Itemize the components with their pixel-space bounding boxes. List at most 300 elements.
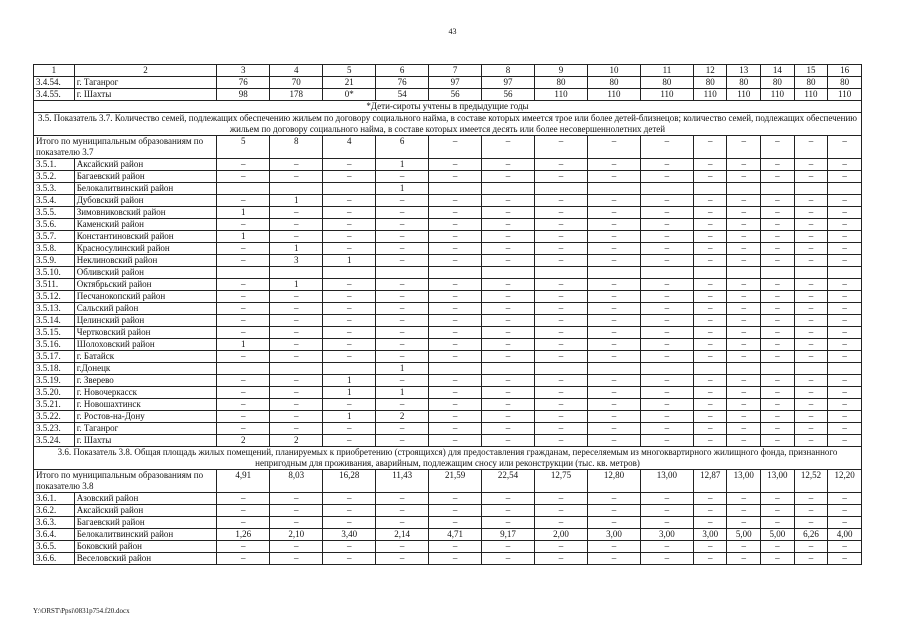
row-value: 1 (376, 183, 429, 195)
row-value: – (794, 375, 828, 387)
total-value: – (587, 136, 640, 159)
table-row (34, 171, 862, 183)
total-value: 16,28 (323, 470, 376, 493)
row-value: – (482, 171, 535, 183)
row-value: – (693, 327, 727, 339)
row-value: – (429, 387, 482, 399)
row-value: – (535, 243, 588, 255)
row-value (640, 183, 693, 195)
row-code: 3.5.24. (34, 435, 75, 447)
row-value (535, 363, 588, 375)
row-value: – (693, 291, 727, 303)
row-value: – (761, 517, 795, 529)
total-value: 12,80 (587, 470, 640, 493)
row-name: Красносулинский район (74, 243, 217, 255)
row-value: – (587, 387, 640, 399)
row-value: – (217, 411, 270, 423)
column-number: 12 (693, 65, 727, 77)
row-value: – (482, 399, 535, 411)
total-value: 5 (217, 136, 270, 159)
row-value: – (270, 517, 323, 529)
row-value: – (794, 315, 828, 327)
row-value: – (727, 315, 761, 327)
row-name: г. Новошахтинск (74, 399, 217, 411)
row-value (828, 363, 862, 375)
row-value: – (727, 553, 761, 565)
row-value: 80 (693, 77, 727, 89)
row-value: – (429, 207, 482, 219)
table-row (34, 423, 862, 435)
row-value: 97 (482, 77, 535, 89)
total-value: 4 (323, 136, 376, 159)
row-value: 1,26 (217, 529, 270, 541)
row-value: – (693, 255, 727, 267)
row-value: – (727, 279, 761, 291)
row-value: – (828, 339, 862, 351)
row-value: – (761, 399, 795, 411)
row-value: – (828, 255, 862, 267)
row-value: – (535, 399, 588, 411)
row-value: – (794, 291, 828, 303)
row-value (761, 183, 795, 195)
row-value: – (429, 411, 482, 423)
section-3-8-title-text: 3.6. Показатель 3.8. Общая площадь жилых помещений, планируемых к приобретению (строящихся) для предоставления гражданам, переселяемым из многоквартирного жилищного фонда, признанного непригодным для проживания, аварийным, подлежащим сносу или реконструкции (тыс. кв. метров) (34, 447, 862, 470)
table-row (34, 267, 862, 279)
row-value: – (640, 231, 693, 243)
row-value: – (693, 207, 727, 219)
row-value: – (587, 505, 640, 517)
row-value: – (376, 423, 429, 435)
row-code: 3.5.12. (34, 291, 75, 303)
row-value (761, 363, 795, 375)
row-value: – (794, 553, 828, 565)
row-name: Октябрьский район (74, 279, 217, 291)
row-code: 3.5.19. (34, 375, 75, 387)
row-value: 76 (376, 77, 429, 89)
row-value: – (429, 303, 482, 315)
row-value: – (828, 435, 862, 447)
table-row (34, 291, 862, 303)
row-value: – (640, 399, 693, 411)
row-value: – (376, 553, 429, 565)
row-value (640, 363, 693, 375)
row-value: – (482, 255, 535, 267)
row-name: г. Шахты (74, 89, 217, 101)
row-value: – (761, 315, 795, 327)
row-value: – (482, 411, 535, 423)
row-code: 3.5.16. (34, 339, 75, 351)
section-3-8-title (34, 447, 862, 470)
row-value: – (535, 207, 588, 219)
row-value: – (323, 159, 376, 171)
row-name: Веселовский район (74, 553, 217, 565)
row-value: – (794, 231, 828, 243)
row-value: – (727, 399, 761, 411)
row-value: – (794, 327, 828, 339)
row-value: – (217, 303, 270, 315)
row-value: – (640, 387, 693, 399)
total-value: – (640, 136, 693, 159)
row-value: – (794, 303, 828, 315)
row-code: 3.5.1. (34, 159, 75, 171)
section-3-7-title (34, 113, 862, 136)
row-value: – (587, 243, 640, 255)
section-3-7-title-text: 3.5. Показатель 3.7. Количество семей, подлежащих обеспечению жильем по договору социального найма, в составе которых имеется трое или более детей-близнецов; количество семей, подлежащих обеспечению жильем по договору социального найма, в составе которых имеется десять или более несовершеннолетних детей (34, 113, 862, 136)
row-value: 1 (323, 375, 376, 387)
row-value (270, 363, 323, 375)
row-value: – (640, 435, 693, 447)
row-value: – (217, 387, 270, 399)
row-name: Песчанокопский район (74, 291, 217, 303)
table-row (34, 255, 862, 267)
row-value: – (270, 493, 323, 505)
row-value (323, 267, 376, 279)
row-value: 80 (794, 77, 828, 89)
row-value: – (761, 375, 795, 387)
table-row (34, 303, 862, 315)
row-code: 3.5.2. (34, 171, 75, 183)
row-value: – (693, 517, 727, 529)
row-value: – (727, 255, 761, 267)
row-value: – (270, 315, 323, 327)
row-value: – (376, 291, 429, 303)
row-value: – (761, 553, 795, 565)
row-value: – (794, 435, 828, 447)
row-value: 3 (270, 255, 323, 267)
row-value (794, 267, 828, 279)
row-code: 3.6.1. (34, 493, 75, 505)
row-value: – (217, 315, 270, 327)
row-value: – (587, 423, 640, 435)
row-value: – (794, 423, 828, 435)
row-value: – (270, 207, 323, 219)
row-name: Сальский район (74, 303, 217, 315)
row-value: – (794, 159, 828, 171)
row-value: – (828, 411, 862, 423)
row-value: 80 (535, 77, 588, 89)
row-value: – (640, 207, 693, 219)
row-value: – (727, 541, 761, 553)
row-name: Боковский район (74, 541, 217, 553)
row-value: – (376, 375, 429, 387)
row-value: – (429, 351, 482, 363)
row-value (794, 183, 828, 195)
row-name: Аксайский район (74, 159, 217, 171)
row-value (270, 183, 323, 195)
row-value: – (482, 279, 535, 291)
row-value: – (693, 159, 727, 171)
row-value: – (828, 423, 862, 435)
row-value: 1 (270, 243, 323, 255)
row-value: 1 (376, 159, 429, 171)
row-value: – (323, 505, 376, 517)
row-value: – (270, 291, 323, 303)
row-value: – (376, 399, 429, 411)
row-value: – (535, 219, 588, 231)
row-value: – (323, 339, 376, 351)
row-value: – (761, 219, 795, 231)
row-code: 3.5.23. (34, 423, 75, 435)
row-value: – (828, 159, 862, 171)
column-number: 14 (761, 65, 795, 77)
row-value: – (217, 159, 270, 171)
row-value: – (270, 505, 323, 517)
row-value: 56 (429, 89, 482, 101)
row-value: – (727, 207, 761, 219)
row-value (217, 363, 270, 375)
row-name: Белокалитвинский район (74, 183, 217, 195)
row-value: – (429, 219, 482, 231)
row-value: – (376, 255, 429, 267)
row-value: – (376, 207, 429, 219)
row-value (535, 267, 588, 279)
row-name: г.Донецк (74, 363, 217, 375)
row-value: – (761, 411, 795, 423)
row-value: – (535, 387, 588, 399)
row-value: – (693, 171, 727, 183)
row-value: – (587, 171, 640, 183)
table-row (34, 363, 862, 375)
row-value: – (376, 243, 429, 255)
row-value: – (587, 303, 640, 315)
row-value: – (429, 195, 482, 207)
row-value: – (323, 553, 376, 565)
row-value: – (535, 435, 588, 447)
row-value: – (535, 411, 588, 423)
table-row (34, 517, 862, 529)
row-code: 3.5.18. (34, 363, 75, 375)
row-value: – (376, 303, 429, 315)
row-value: – (640, 375, 693, 387)
row-value: – (323, 171, 376, 183)
row-value: – (640, 195, 693, 207)
row-value: – (727, 327, 761, 339)
row-value (587, 363, 640, 375)
row-value: 1 (376, 363, 429, 375)
note-text: *Дети-сироты учтены в предыдущие годы (34, 101, 862, 113)
total-value: 12,75 (535, 470, 588, 493)
table-row (34, 375, 862, 387)
row-code: 3.511. (34, 279, 75, 291)
row-code: 3.5.10. (34, 267, 75, 279)
row-value: – (376, 219, 429, 231)
row-value: – (429, 553, 482, 565)
column-numbers-row (34, 65, 862, 77)
row-value: – (429, 171, 482, 183)
row-code: 3.5.4. (34, 195, 75, 207)
row-value: 80 (640, 77, 693, 89)
page-number: 43 (448, 27, 457, 36)
row-value: – (535, 505, 588, 517)
row-name: Багаевский район (74, 171, 217, 183)
total-value: 21,59 (429, 470, 482, 493)
row-value: – (794, 399, 828, 411)
row-value: – (323, 399, 376, 411)
row-value: – (761, 291, 795, 303)
row-value (482, 183, 535, 195)
row-value: – (535, 231, 588, 243)
row-value: – (323, 291, 376, 303)
row-value: – (270, 541, 323, 553)
row-value: – (828, 327, 862, 339)
row-value: 5,00 (761, 529, 795, 541)
row-code: 3.5.6. (34, 219, 75, 231)
file-path-footer: Y:\ORST\Ppsi\0831p754.f20.docx (33, 607, 130, 615)
row-value: – (217, 171, 270, 183)
row-value: – (727, 159, 761, 171)
row-value: – (323, 541, 376, 553)
row-value: 76 (217, 77, 270, 89)
row-value: – (217, 541, 270, 553)
total-value: 4,91 (217, 470, 270, 493)
row-value: – (429, 159, 482, 171)
row-value: – (270, 231, 323, 243)
row-value: – (828, 505, 862, 517)
row-value: – (794, 351, 828, 363)
row-value: 2,10 (270, 529, 323, 541)
row-value: – (727, 505, 761, 517)
row-name: Константиновский район (74, 231, 217, 243)
row-value: – (323, 195, 376, 207)
row-value: – (693, 219, 727, 231)
row-name: Багаевский район (74, 517, 217, 529)
row-name: Белокалитвинский район (74, 529, 217, 541)
row-value (693, 363, 727, 375)
row-name: Каменский район (74, 219, 217, 231)
row-name: г. Таганрог (74, 77, 217, 89)
row-value (794, 363, 828, 375)
row-value: – (640, 279, 693, 291)
row-value: 2,00 (535, 529, 588, 541)
row-value: – (535, 423, 588, 435)
row-value: – (794, 387, 828, 399)
row-value: – (587, 279, 640, 291)
column-number: 10 (587, 65, 640, 77)
row-value (217, 267, 270, 279)
table-row (34, 351, 862, 363)
table-row (34, 195, 862, 207)
row-value: 21 (323, 77, 376, 89)
row-value: – (727, 387, 761, 399)
row-value (429, 267, 482, 279)
row-value: – (693, 541, 727, 553)
row-value: – (535, 327, 588, 339)
row-value: – (587, 493, 640, 505)
row-value: – (587, 255, 640, 267)
row-value: – (376, 327, 429, 339)
row-value: – (429, 327, 482, 339)
row-value: – (828, 493, 862, 505)
row-value: – (587, 411, 640, 423)
column-number: 8 (482, 65, 535, 77)
row-value (270, 267, 323, 279)
table-row (34, 553, 862, 565)
row-value: – (761, 303, 795, 315)
row-value: 1 (217, 207, 270, 219)
row-name: Дубовский район (74, 195, 217, 207)
row-value (429, 183, 482, 195)
row-value: – (217, 327, 270, 339)
total-value: 12,87 (693, 470, 727, 493)
row-value: – (323, 517, 376, 529)
row-code: 3.5.7. (34, 231, 75, 243)
row-value: 9,17 (482, 529, 535, 541)
row-value: – (640, 423, 693, 435)
row-value: – (727, 303, 761, 315)
row-value: – (535, 553, 588, 565)
row-value: – (217, 375, 270, 387)
row-code: 3.5.8. (34, 243, 75, 255)
table-row (34, 339, 862, 351)
row-value: – (535, 339, 588, 351)
row-code: 3.5.5. (34, 207, 75, 219)
total-value: 8,03 (270, 470, 323, 493)
row-value: – (761, 423, 795, 435)
row-value: – (828, 553, 862, 565)
row-value (217, 183, 270, 195)
column-number: 11 (640, 65, 693, 77)
row-value: – (323, 327, 376, 339)
row-value: – (587, 541, 640, 553)
row-value: – (535, 517, 588, 529)
row-value: – (482, 351, 535, 363)
column-number: 7 (429, 65, 482, 77)
row-value: 1 (323, 387, 376, 399)
row-value (640, 267, 693, 279)
row-value: – (270, 423, 323, 435)
row-value (828, 183, 862, 195)
row-value: 1 (217, 339, 270, 351)
row-name: г. Новочеркасск (74, 387, 217, 399)
row-value: 80 (828, 77, 862, 89)
row-name: Аксайский район (74, 505, 217, 517)
row-value: – (587, 195, 640, 207)
row-name: Азовский район (74, 493, 217, 505)
row-code: 3.5.9. (34, 255, 75, 267)
row-value: – (535, 315, 588, 327)
row-value: – (429, 231, 482, 243)
row-value: – (323, 219, 376, 231)
total-value: 12,20 (828, 470, 862, 493)
row-value: – (761, 159, 795, 171)
row-value: – (640, 291, 693, 303)
row-value (828, 267, 862, 279)
row-value: – (640, 411, 693, 423)
row-value: – (727, 517, 761, 529)
row-value: – (640, 553, 693, 565)
row-value: 80 (587, 77, 640, 89)
row-value: – (323, 315, 376, 327)
row-value: – (727, 423, 761, 435)
row-value: – (376, 541, 429, 553)
row-value: – (640, 171, 693, 183)
row-value: – (429, 423, 482, 435)
row-code: 3.4.54. (34, 77, 75, 89)
row-value: – (429, 493, 482, 505)
row-value: – (693, 423, 727, 435)
row-value: – (482, 231, 535, 243)
row-value: – (376, 339, 429, 351)
row-code: 3.6.2. (34, 505, 75, 517)
row-value: – (828, 231, 862, 243)
row-value: – (323, 303, 376, 315)
row-value: – (429, 243, 482, 255)
row-value: – (270, 219, 323, 231)
row-value: 54 (376, 89, 429, 101)
row-value: – (376, 315, 429, 327)
row-value: – (727, 435, 761, 447)
row-value: – (640, 243, 693, 255)
